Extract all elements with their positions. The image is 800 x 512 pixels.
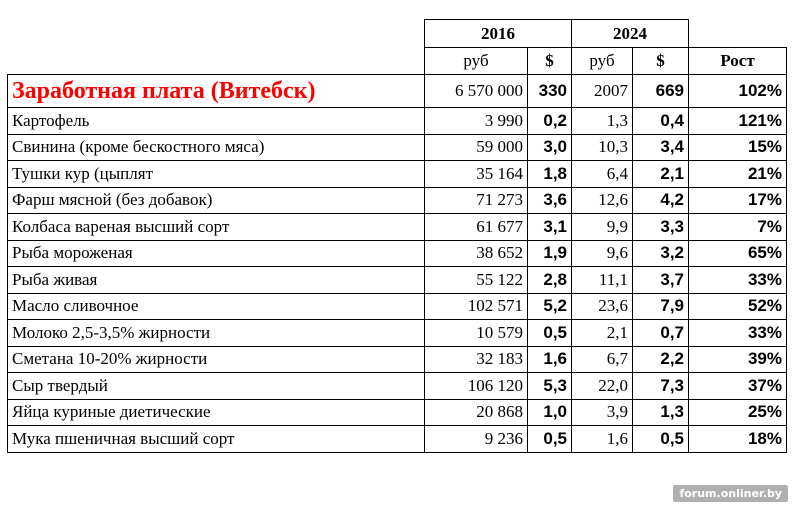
- price-usd-2016: 5,2: [528, 293, 572, 320]
- price-usd-2024: 3,2: [633, 240, 689, 267]
- price-usd-2024: 7,9: [633, 293, 689, 320]
- price-rub-2024: 1,3: [572, 108, 633, 135]
- price-rub-2016: 71 273: [425, 187, 528, 214]
- salary-rub-2024: 2007: [572, 75, 633, 108]
- price-rub-2024: 22,0: [572, 373, 633, 400]
- price-growth: 52%: [689, 293, 787, 320]
- table-row: [8, 293, 787, 320]
- empty-corner-cell: [8, 20, 425, 48]
- price-usd-2024: 0,4: [633, 108, 689, 135]
- price-rub-2016: 9 236: [425, 426, 528, 453]
- price-usd-2024: 3,3: [633, 214, 689, 241]
- price-usd-2016: 0,2: [528, 108, 572, 135]
- product-name: Сметана 10-20% жирности: [8, 346, 425, 373]
- price-rub-2024: 9,6: [572, 240, 633, 267]
- table-row: [8, 240, 787, 267]
- price-rub-2016: 55 122: [425, 267, 528, 294]
- price-usd-2016: 2,8: [528, 267, 572, 294]
- price-rub-2016: 20 868: [425, 399, 528, 426]
- price-rub-2016: 106 120: [425, 373, 528, 400]
- price-growth: 33%: [689, 267, 787, 294]
- price-rub-2024: 1,6: [572, 426, 633, 453]
- table-row: [8, 399, 787, 426]
- price-usd-2016: 1,8: [528, 161, 572, 188]
- price-usd-2016: 3,6: [528, 187, 572, 214]
- price-growth: 21%: [689, 161, 787, 188]
- product-name: Картофель: [8, 108, 425, 135]
- price-usd-2016: 3,1: [528, 214, 572, 241]
- price-growth: 33%: [689, 320, 787, 347]
- price-rub-2024: 2,1: [572, 320, 633, 347]
- empty-corner-cell-right: [689, 20, 787, 48]
- unit-usd-2024: $: [633, 48, 689, 75]
- unit-rub-2024: руб: [572, 48, 633, 75]
- price-usd-2016: 5,3: [528, 373, 572, 400]
- price-usd-2024: 0,5: [633, 426, 689, 453]
- salary-row: [8, 75, 787, 108]
- salary-usd-2024: 669: [633, 75, 689, 108]
- price-growth: 65%: [689, 240, 787, 267]
- price-rub-2016: 61 677: [425, 214, 528, 241]
- price-rub-2024: 3,9: [572, 399, 633, 426]
- price-growth: 7%: [689, 214, 787, 241]
- price-usd-2024: 7,3: [633, 373, 689, 400]
- year-2016-header: 2016: [425, 20, 572, 48]
- product-name: Сыр твердый: [8, 373, 425, 400]
- price-usd-2024: 3,4: [633, 134, 689, 161]
- price-rub-2024: 10,3: [572, 134, 633, 161]
- price-usd-2016: 3,0: [528, 134, 572, 161]
- table-row: [8, 161, 787, 188]
- price-usd-2024: 2,2: [633, 346, 689, 373]
- table-row: [8, 267, 787, 294]
- salary-growth: 102%: [689, 75, 787, 108]
- table-row: [8, 214, 787, 241]
- product-name: Свинина (кроме бескостного мяса): [8, 134, 425, 161]
- price-growth: 18%: [689, 426, 787, 453]
- price-rub-2024: 11,1: [572, 267, 633, 294]
- product-name: Рыба живая: [8, 267, 425, 294]
- price-rub-2024: 9,9: [572, 214, 633, 241]
- price-usd-2024: 0,7: [633, 320, 689, 347]
- salary-label: Заработная плата (Витебск): [8, 75, 425, 108]
- price-rub-2024: 12,6: [572, 187, 633, 214]
- empty-label-cell: [8, 48, 425, 75]
- table-row: [8, 187, 787, 214]
- price-rub-2016: 3 990: [425, 108, 528, 135]
- table-row: [8, 134, 787, 161]
- product-name: Колбаса вареная высший сорт: [8, 214, 425, 241]
- salary-usd-2016: 330: [528, 75, 572, 108]
- price-rub-2024: 23,6: [572, 293, 633, 320]
- price-growth: 39%: [689, 346, 787, 373]
- price-usd-2024: 2,1: [633, 161, 689, 188]
- product-name: Масло сливочное: [8, 293, 425, 320]
- price-rub-2016: 10 579: [425, 320, 528, 347]
- price-rub-2024: 6,7: [572, 346, 633, 373]
- price-usd-2016: 1,9: [528, 240, 572, 267]
- table-row: [8, 346, 787, 373]
- price-growth: 121%: [689, 108, 787, 135]
- watermark: forum.onliner.by: [673, 485, 788, 502]
- product-name: Тушки кур (цыплят: [8, 161, 425, 188]
- table-row: [8, 426, 787, 453]
- table-row: [8, 320, 787, 347]
- price-rub-2016: 59 000: [425, 134, 528, 161]
- price-table: [7, 19, 787, 453]
- price-rub-2016: 35 164: [425, 161, 528, 188]
- price-usd-2024: 1,3: [633, 399, 689, 426]
- unit-usd-2016: $: [528, 48, 572, 75]
- year-header-row: [8, 20, 787, 48]
- price-usd-2024: 4,2: [633, 187, 689, 214]
- unit-rub-2016: руб: [425, 48, 528, 75]
- table-row: [8, 373, 787, 400]
- price-usd-2016: 1,6: [528, 346, 572, 373]
- price-usd-2024: 3,7: [633, 267, 689, 294]
- year-2024-header: 2024: [572, 20, 689, 48]
- product-name: Яйца куриные диетические: [8, 399, 425, 426]
- product-name: Рыба мороженая: [8, 240, 425, 267]
- price-rub-2016: 38 652: [425, 240, 528, 267]
- price-growth: 17%: [689, 187, 787, 214]
- unit-header-row: [8, 48, 787, 75]
- product-name: Молоко 2,5-3,5% жирности: [8, 320, 425, 347]
- price-growth: 25%: [689, 399, 787, 426]
- price-growth: 37%: [689, 373, 787, 400]
- price-usd-2016: 0,5: [528, 426, 572, 453]
- price-rub-2024: 6,4: [572, 161, 633, 188]
- price-usd-2016: 0,5: [528, 320, 572, 347]
- table-row: [8, 108, 787, 135]
- price-rub-2016: 32 183: [425, 346, 528, 373]
- price-growth: 15%: [689, 134, 787, 161]
- price-usd-2016: 1,0: [528, 399, 572, 426]
- salary-rub-2016: 6 570 000: [425, 75, 528, 108]
- product-name: Мука пшеничная высший сорт: [8, 426, 425, 453]
- product-name: Фарш мясной (без добавок): [8, 187, 425, 214]
- growth-header: Рост: [689, 48, 787, 75]
- price-rub-2016: 102 571: [425, 293, 528, 320]
